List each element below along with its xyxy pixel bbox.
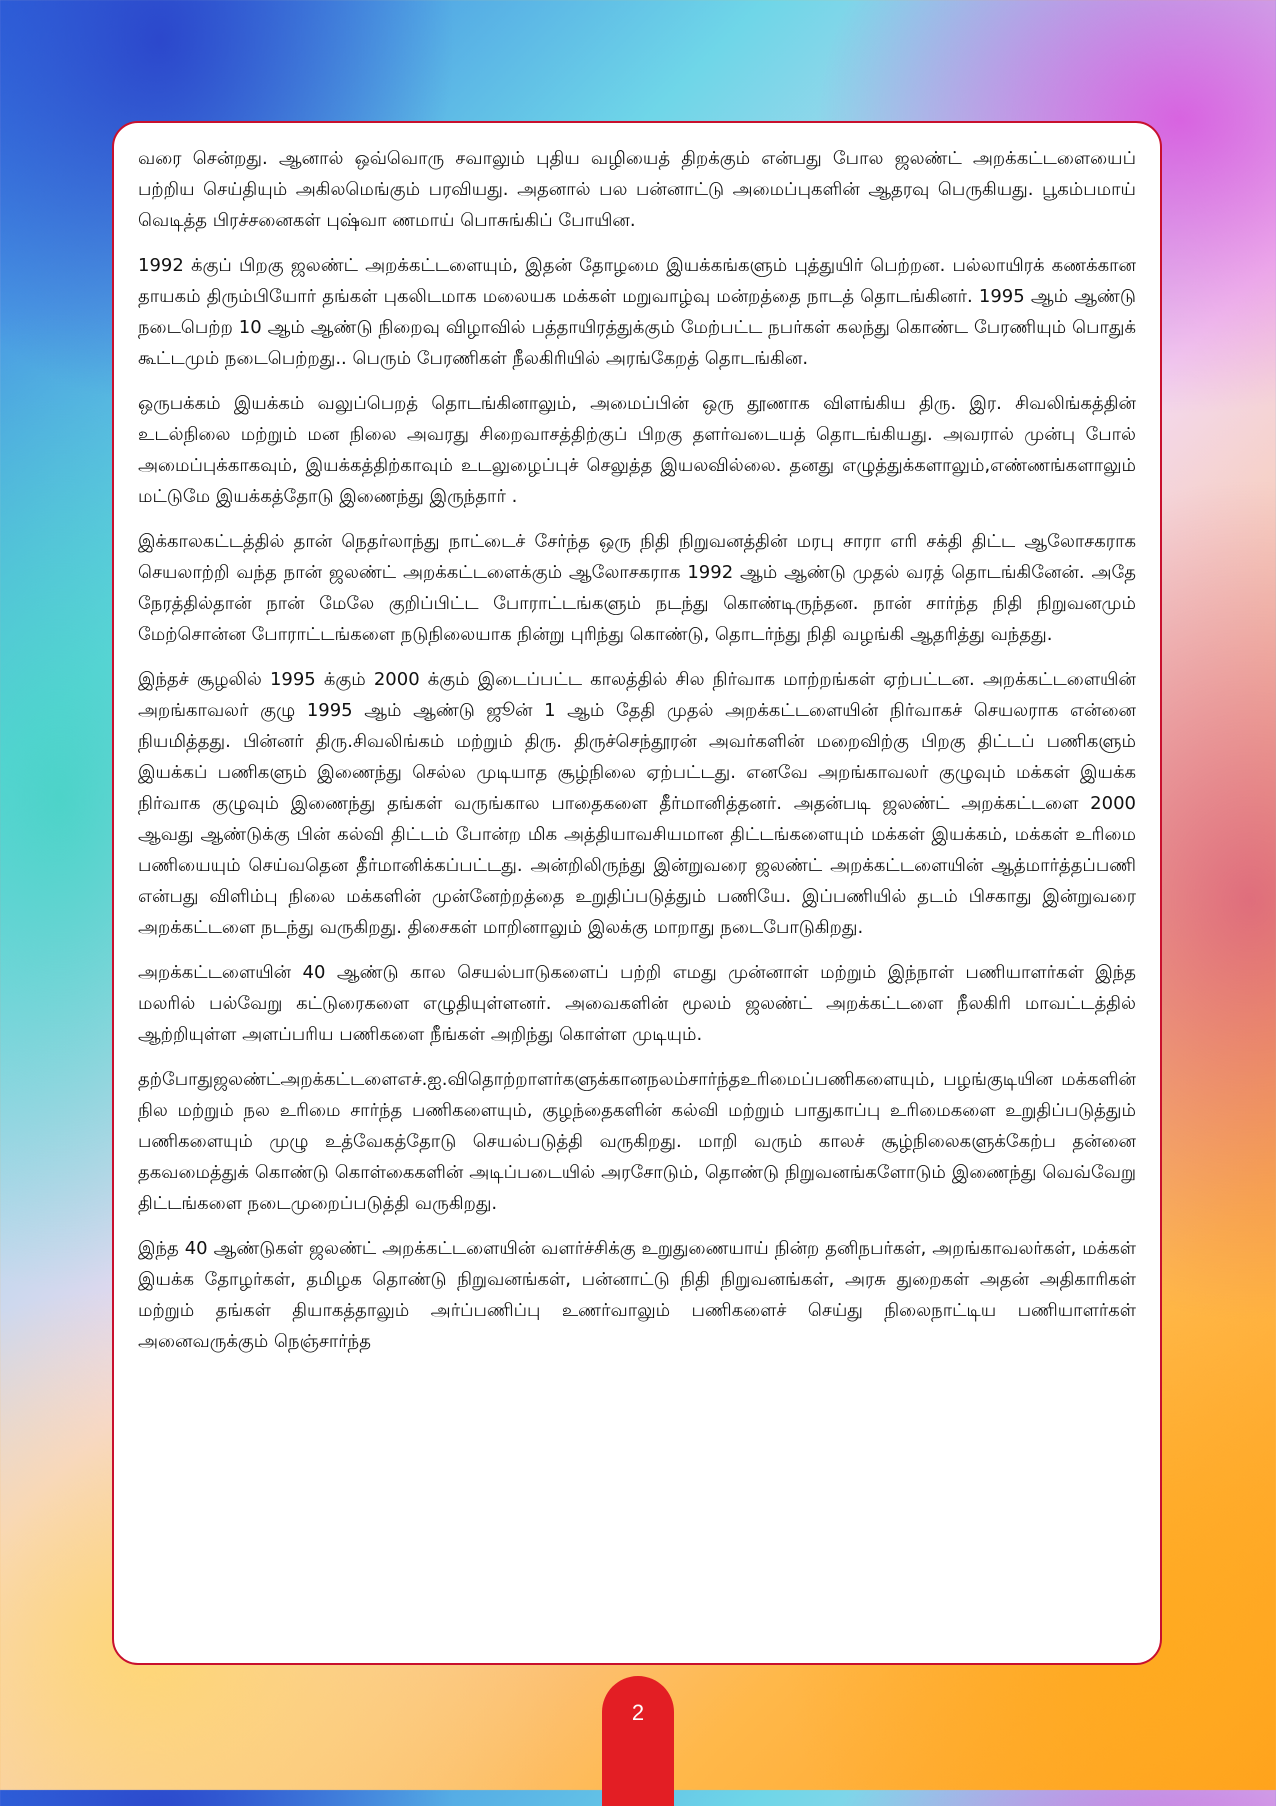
paragraph-8: இந்த 40 ஆண்டுகள் ஜலண்ட் அறக்கட்டளையின் வளர்ச்சிக்கு உறுதுணையாய் நின்ற தனிநபர்கள், அறங்காவலர்கள், மக்கள் இயக்க தோழர்கள், தமிழக தொண்டு நிறுவனங்கள், பன்னாட்டு நிதி நிறுவனங்கள், அரசு துறைகள் அதன் அதிகாரிகள் மற்றும் தங்கள் தியாகத்தாலும் அர்ப்பணிப்பு உணர்வாலும் பணிகளைச் செய்து நிலைநாட்டிய பணியாளர்கள் அனைவருக்கும் நெஞ்சார்ந்த bbox=[138, 1238, 1136, 1352]
page-number-tab bbox=[602, 1676, 674, 1806]
paragraph-1: வரை சென்றது. ஆனால் ஒவ்வொரு சவாலும் புதிய வழியைத் திறக்கும் என்பது போல ஜலண்ட் அறக்கட்டளையைப் பற்றிய செய்தியும் அகிலமெங்கும் பரவியது. அதனால் பல பன்னாட்டு அமைப்புகளின் ஆதரவு பெருகியது. பூகம்பமாய் வெடித்த பிரச்சனைகள் புஷ்வா ணமாய் பொசுங்கிப் போயின. bbox=[138, 148, 1136, 231]
page-card bbox=[112, 121, 1162, 1665]
paragraph-5: இந்தச் சூழலில் 1995 க்கும் 2000 க்கும் இடைப்பட்ட காலத்தில் சில நிர்வாக மாற்றங்கள் ஏற்பட்டன. அறக்கட்டளையின் அறங்காவலர் குழு 1995 ஆம் ஆண்டு ஜூன் 1 ஆம் தேதி முதல் அறக்கட்டளையின் நிர்வாகச் செயலராக என்னை நியமித்தது. பின்னர் திரு.சிவலிங்கம் மற்றும் திரு. திருச்செந்தூரன் அவர்களின் மறைவிற்கு பிறகு திட்டப் பணிகளும் இயக்கப் பணிகளும் இணைந்து செல்ல முடியாத சூழ்நிலை ஏற்பட்டது. எனவே அறங்காவலர் குழுவும் மக்கள் இயக்க நிர்வாக குழுவும் இணைந்து தங்கள் வருங்கால பாதைகளை தீர்மானித்தனர். அதன்படி ஜலண்ட் அறக்கட்டளை 2000 ஆவது ஆண்டுக்கு பின் கல்வி திட்டம் போன்ற மிக அத்தியாவசியமான திட்டங்களையும் மக்கள் இயக்கம், மக்கள் உரிமை பணியையும் செய்வதென தீர்மானிக்கப்பட்டது. அன்றிலிருந்து இன்றுவரை ஜலண்ட் அறக்கட்டளையின் ஆத்மார்த்தப்பணி என்பது விளிம்பு நிலை மக்களின் முன்னேற்றத்தை உறுதிப்படுத்தும் பணியே. இப்பணியில் தடம் பிசகாது இன்றுவரை அறக்கட்டளை நடந்து வருகிறது. திசைகள் மாறினாலும் இலக்கு மாறாது நடைபோடுகிறது. bbox=[138, 669, 1136, 938]
paragraph-4: இக்காலகட்டத்தில் தான் நெதர்லாந்து நாட்டைச் சேர்ந்த ஒரு நிதி நிறுவனத்தின் மரபு சாரா எரி சக்தி திட்ட ஆலோசகராக செயலாற்றி வந்த நான் ஜலண்ட் அறக்கட்டளைக்கும் ஆலோசகராக 1992 ஆம் ஆண்டு முதல் வரத் தொடங்கினேன். அதே நேரத்தில்தான் நான் மேலே குறிப்பிட்ட போராட்டங்களும் நடந்து கொண்டிருந்தன. நான் சார்ந்த நிதி நிறுவனமும் மேற்சொன்ன போராட்டங்களை நடுநிலையாக நின்று புரிந்து கொண்டு, தொடர்ந்து நிதி வழங்கி ஆதரித்து வந்தது. bbox=[138, 531, 1136, 645]
paragraph-2: 1992 க்குப் பிறகு ஜலண்ட் அறக்கட்டளையும், இதன் தோழமை இயக்கங்களும் புத்துயிர் பெற்றன. பல்லாயிரக் கணக்கான தாயகம் திரும்பியோர் தங்கள் புகலிடமாக மலையக மக்கள் மறுவாழ்வு மன்றத்தை நாடத் தொடங்கினர். 1995 ஆம் ஆண்டு நடைபெற்ற 10 ஆம் ஆண்டு நிறைவு விழாவில் பத்தாயிரத்துக்கும் மேற்பட்ட நபர்கள் கலந்து கொண்ட பேரணியும் பொதுக் கூட்டமும் நடைபெற்றது.. பெரும் பேரணிகள் நீலகிரியில் அரங்கேறத் தொடங்கின. bbox=[138, 255, 1136, 369]
paragraph-3: ஒருபக்கம் இயக்கம் வலுப்பெறத் தொடங்கினாலும், அமைப்பின் ஒரு தூணாக விளங்கிய திரு. இர. சிவலிங்கத்தின் உடல்நிலை மற்றும் மன நிலை அவரது சிறைவாசத்திற்குப் பிறகு தளர்வடையத் தொடங்கியது. அவரால் முன்பு போல் அமைப்புக்காகவும், இயக்கத்திற்காவும் உடலுழைப்புச் செலுத்த இயலவில்லை. தனது எழுத்துக்களாலும்,எண்ணங்களாலும் மட்டுமே இயக்கத்தோடு இணைந்து இருந்தார் . bbox=[138, 393, 1136, 507]
page-number: 2 bbox=[631, 1700, 645, 1725]
paragraph-7: தற்போதுஜலண்ட்அறக்கட்டளைஎச்.ஐ.விதொற்றாளர்களுக்கானநலம்சார்ந்தஉரிமைப்பணிகளையும், பழங்குடியின மக்களின் நில மற்றும் நல உரிமை சார்ந்த பணிகளையும், குழந்தைகளின் கல்வி மற்றும் பாதுகாப்பு உரிமைகளை உறுதிப்படுத்தும் பணிகளையும் முழு உத்வேகத்தோடு செயல்படுத்தி வருகிறது. மாறி வரும் காலச் சூழ்நிலைகளுக்கேற்ப தன்னை தகவமைத்துக் கொண்டு கொள்கைகளின் அடிப்படையில் அரசோடும், தொண்டு நிறுவனங்களோடும் இணைந்து வெவ்வேறு திட்டங்களை நடைமுறைப்படுத்தி வருகிறது. bbox=[138, 1069, 1136, 1214]
paragraph-6: அறக்கட்டளையின் 40 ஆண்டு கால செயல்பாடுகளைப் பற்றி எமது முன்னாள் மற்றும் இந்நாள் பணியாளர்கள் இந்த மலரில் பல்வேறு கட்டுரைகளை எழுதியுள்ளனர். அவைகளின் மூலம் ஜலண்ட் அறக்கட்டளை நீலகிரி மாவட்டத்தில் ஆற்றியுள்ள அளப்பரிய பணிகளை நீங்கள் அறிந்து கொள்ள முடியும். bbox=[138, 962, 1136, 1045]
